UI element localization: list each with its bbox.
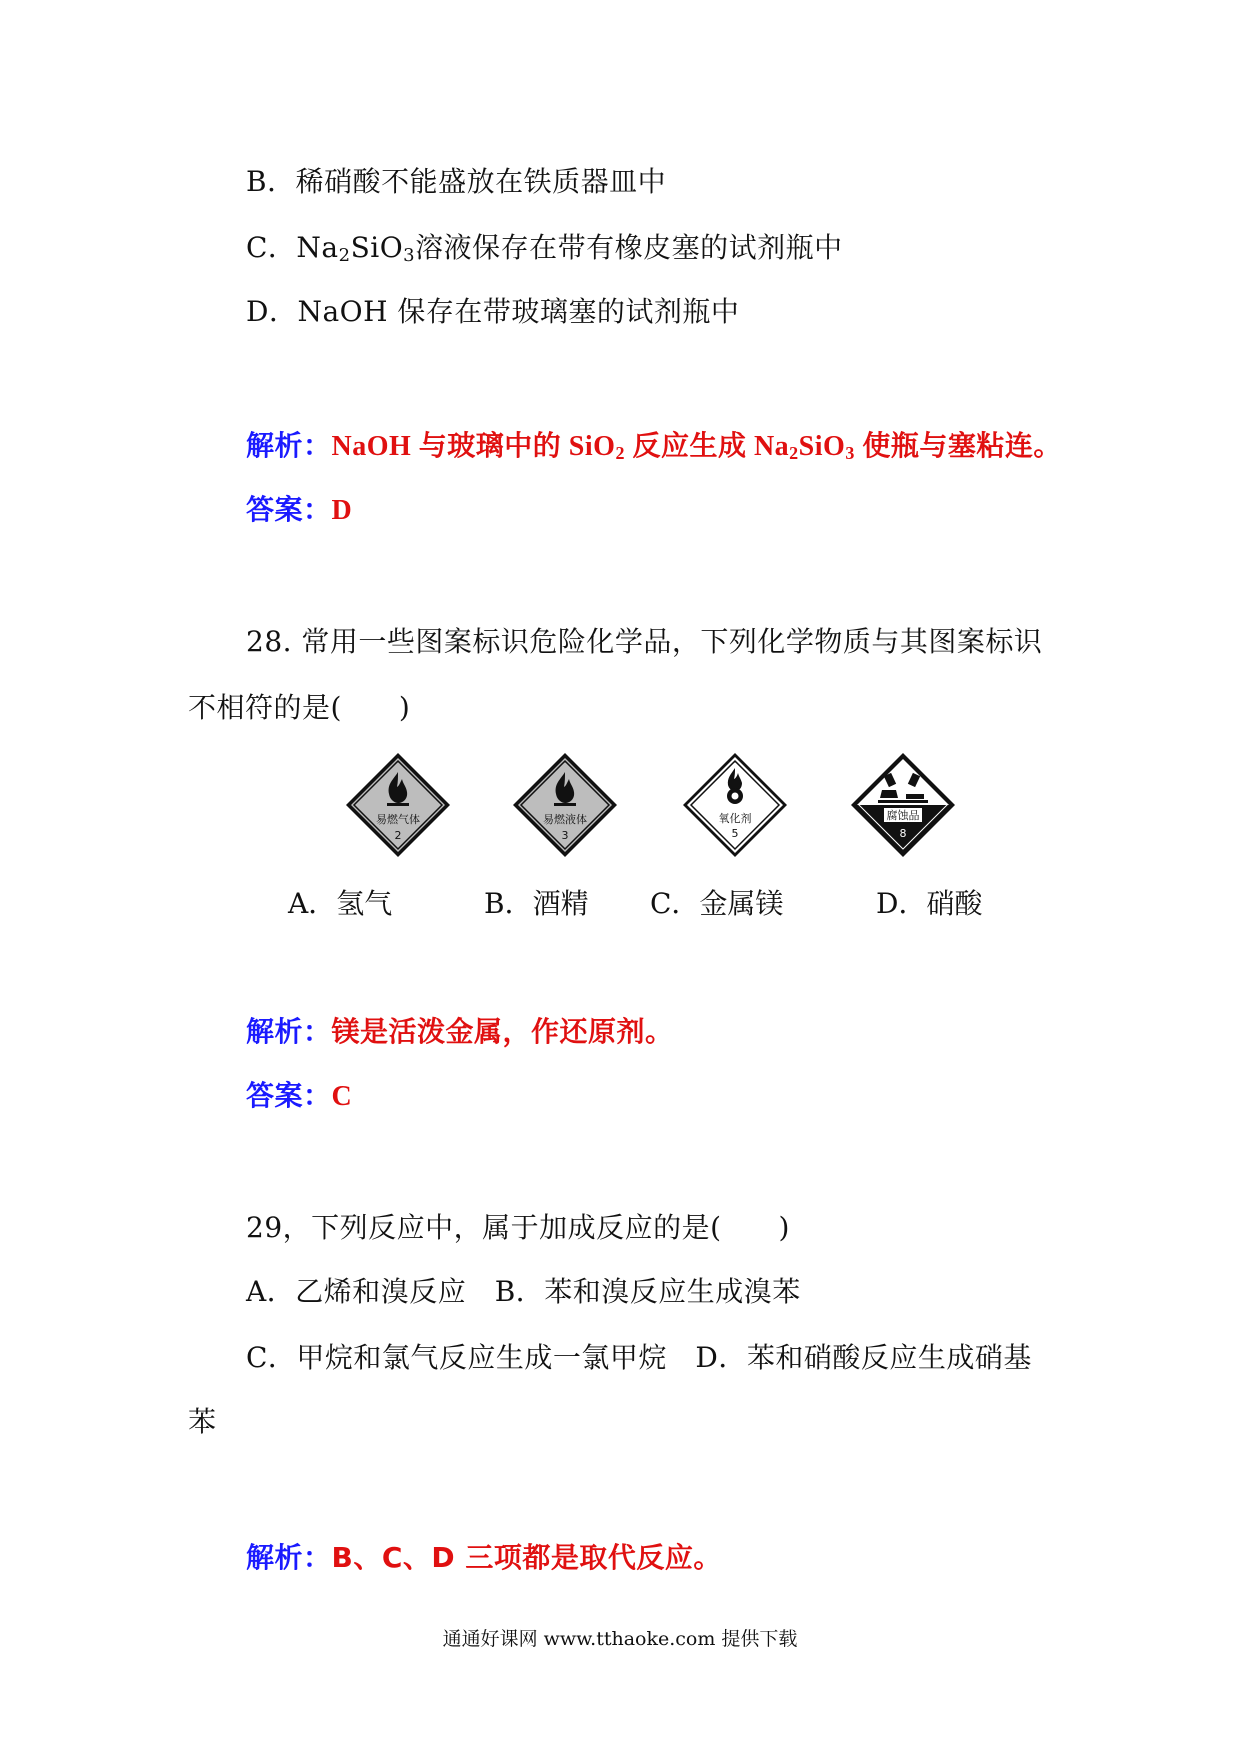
q29-options-line1: A．乙烯和溴反应 B．苯和溴反应生成溴苯 (246, 1275, 801, 1308)
q29-stem: 29，下列反应中，属于加成反应的是( ) (246, 1211, 790, 1244)
q28-analysis: 解析：镁是活泼金属，作还原剂。 (246, 1015, 674, 1048)
q28-option-c: C．金属镁 (650, 887, 784, 920)
sign-number: 3 (561, 829, 569, 842)
sign-label: 氧化剂 (718, 812, 752, 825)
q27-analysis: 解析：NaOH 与玻璃中的 SiO$_2$ 反应生成 $Na_2SiO_3$ 使瓶与塞粘连。 (246, 429, 1062, 463)
q28-option-a: A．氢气 (288, 887, 393, 920)
q29-options-line2: C．甲烷和氯气反应生成一氯甲烷 D．苯和硝酸反应生成硝基 (246, 1341, 1032, 1374)
q27-option-c: C．$Na_2SiO_3$溶液保存在带有橡皮塞的试剂瓶中 (246, 231, 843, 266)
sign-label: 腐蚀品 (886, 809, 920, 822)
q27-option-d: D．NaOH 保存在带玻璃塞的试剂瓶中 (246, 295, 740, 328)
answer-label: 答案： (246, 493, 332, 526)
flammable-liquid-sign (510, 750, 620, 860)
q29-analysis: 解析：B、C、D 三项都是取代反应。 (246, 1541, 722, 1574)
q28-option-b: B．酒精 (484, 887, 589, 920)
sign-number: 2 (394, 829, 402, 842)
answer-label: 答案： (246, 1079, 332, 1112)
q27-answer: 答案：D (246, 493, 353, 526)
q28-stem-line1: 28. 常用一些图案标识危险化学品，下列化学物质与其图案标识 (246, 625, 1043, 658)
page-footer: 通通好课网 www.tthaoke.com 提供下载 (442, 1628, 798, 1650)
q29-options-line3: 苯 (188, 1405, 217, 1438)
analysis-label: 解析： (246, 1541, 332, 1574)
sign-label: 易燃液体 (543, 813, 587, 826)
sign-label: 易燃气体 (376, 813, 420, 826)
sign-number: 8 (899, 827, 907, 840)
corrosive-sign (848, 750, 958, 860)
q28-option-d: D．硝酸 (876, 887, 983, 920)
q28-answer: 答案：C (246, 1079, 353, 1112)
q28-stem-line2: 不相符的是( ) (188, 691, 411, 724)
sign-number: 5 (731, 827, 739, 840)
flammable-gas-sign (343, 750, 453, 860)
q27-option-b: B．稀硝酸不能盛放在铁质器皿中 (246, 165, 667, 198)
analysis-label: 解析： (246, 429, 332, 462)
analysis-label: 解析： (246, 1015, 332, 1048)
oxidizer-sign (680, 750, 790, 860)
